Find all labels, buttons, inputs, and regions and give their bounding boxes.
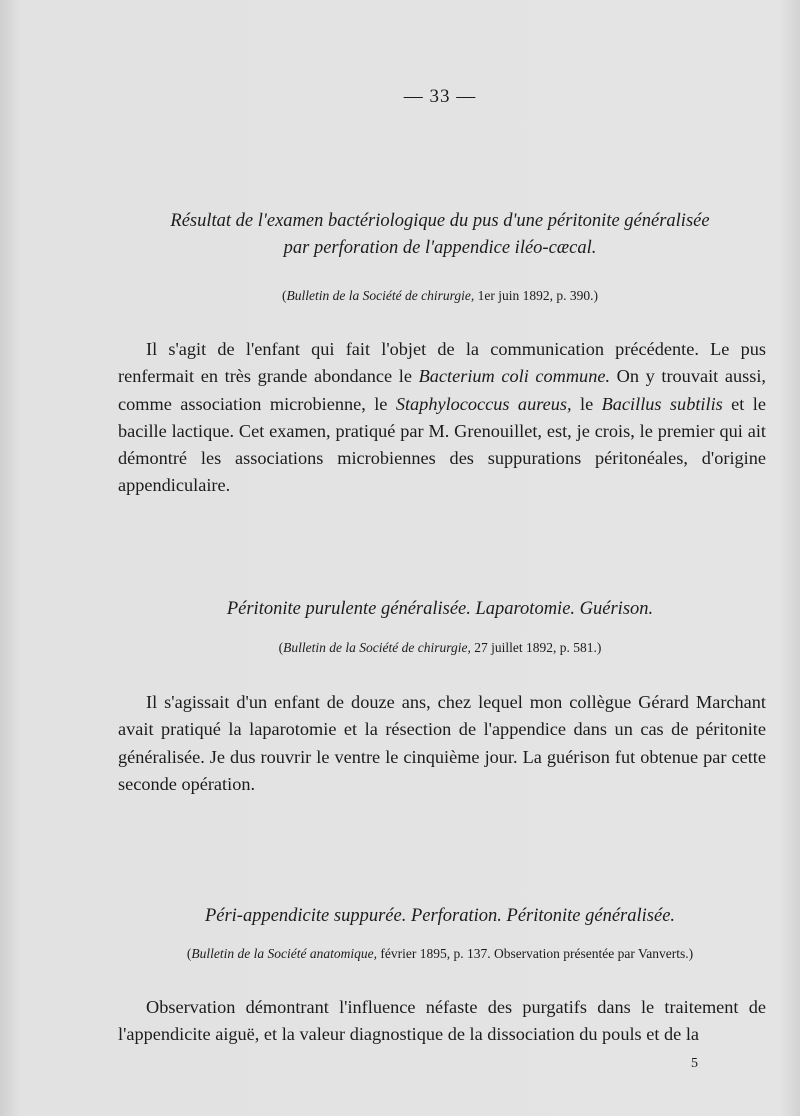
section-3-paragraph: Observation démontrant l'influence néfaste des purgatifs dans le traitement de l'appendicite aiguë, et la valeur diagnostique de la dissociation du pouls et de la	[118, 997, 766, 1045]
section-1-paragraph	[118, 336, 766, 500]
citation-source: Bulletin de la Société de chirurgie,	[283, 640, 471, 655]
section-1-heading-line-2: par perforation de l'appendice iléo-cæcal.	[283, 238, 597, 258]
citation-details: 27 juillet 1892, p. 581.)	[470, 640, 602, 655]
section-1-heading-line-1: Résultat de l'examen bactériologique du pus d'une péritonite généralisée	[170, 211, 710, 231]
section-3-heading: Péri-appendicite suppurée. Perforation. Péritonite généralisée.	[204, 906, 676, 926]
citation-open: (	[282, 288, 287, 303]
citation-open: (	[186, 946, 192, 961]
species-name: Bacterium coli commune.	[418, 366, 611, 387]
citation-source: Bulletin de la Société anatomique,	[191, 946, 377, 961]
paragraph-text: Il s'agit de l'enfant qui fait l'objet de la communication précédente. Le pus renfermait en très grande abondance le	[118, 339, 766, 387]
species-name: Staphylococcus aureus,	[395, 393, 572, 414]
citation-details: 1er juin 1892, p. 390.)	[474, 288, 598, 303]
paragraph-text: le	[571, 393, 602, 414]
section-1-citation	[0, 288, 800, 304]
citation-details: février 1895, p. 137. Observation présentée par Vanverts.)	[376, 946, 694, 961]
citation-source: Bulletin de la Société de chirurgie,	[286, 288, 475, 303]
section-2-citation	[0, 640, 800, 656]
section-1-heading	[0, 208, 800, 262]
paragraph-text: et le bacille lactique. Cet examen, pratiqué par M. Grenouillet, est, je crois, le premier qui ait démontré les associations microbiennes des suppurations péritonéales, d'origine appendiculaire.	[118, 393, 766, 496]
section-3-citation	[0, 946, 800, 962]
page-number: — 33 —	[403, 86, 477, 107]
section-2-heading: Péritonite purulente généralisée. Laparotomie. Guérison.	[226, 599, 654, 619]
paragraph-text: On y trouvait aussi, comme association microbienne, le	[118, 366, 766, 414]
species-name: Bacillus subtilis	[601, 393, 723, 414]
section-2-paragraph: Il s'agissait d'un enfant de douze ans, chez lequel mon collègue Gérard Marchant avait pratiqué la laparotomie et la résection de l'appendice dans un cas de péritonite généralisée. Je dus rouvrir le ventre le cinquième jour. La guérison fut obtenue par cette seconde opération.	[118, 692, 766, 794]
citation-open: (	[278, 640, 284, 655]
signature-mark: 5	[691, 1056, 698, 1071]
